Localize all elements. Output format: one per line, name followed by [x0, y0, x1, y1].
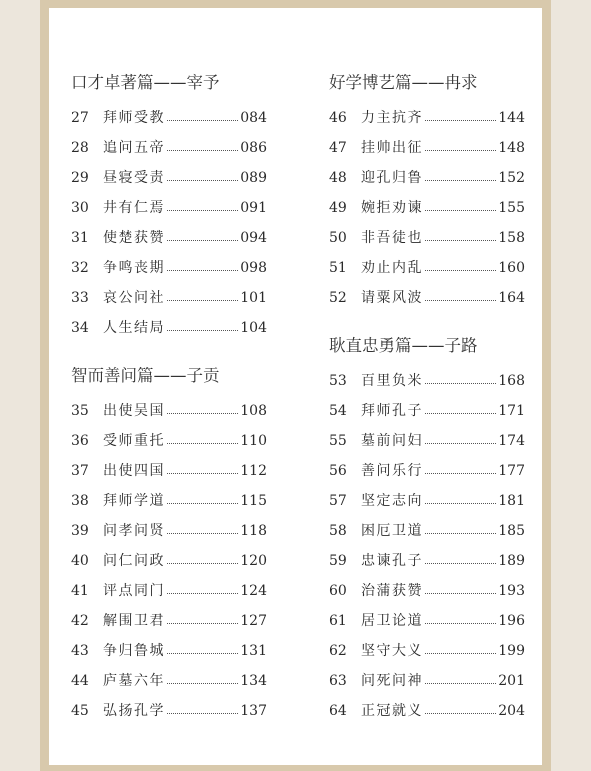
entry-number: 39	[71, 523, 89, 539]
entry-page-number: 201	[498, 673, 525, 689]
dot-leader	[167, 563, 238, 564]
dot-leader	[425, 713, 496, 714]
entry-number: 52	[329, 290, 347, 306]
dot-leader	[167, 180, 238, 181]
entry-page-number: 199	[498, 643, 525, 659]
entry-number: 53	[329, 373, 347, 389]
entry-title: 哀公问社	[103, 290, 165, 306]
toc-entry[interactable]	[329, 168, 525, 188]
toc-entry[interactable]	[71, 701, 267, 721]
entry-page-number: 120	[240, 553, 267, 569]
entry-title: 追问五帝	[103, 140, 165, 156]
entry-page-number: 134	[240, 673, 267, 689]
entry-title: 井有仁焉	[103, 200, 165, 216]
entry-number: 58	[329, 523, 347, 539]
entry-number: 47	[329, 140, 347, 156]
toc-entry[interactable]	[329, 431, 525, 451]
entry-title: 坚守大义	[361, 643, 423, 659]
dot-leader	[425, 180, 496, 181]
dot-leader	[167, 713, 238, 714]
toc-entry[interactable]	[71, 138, 267, 158]
toc-entry[interactable]	[71, 401, 267, 421]
dot-leader	[167, 150, 238, 151]
toc-entry[interactable]	[329, 521, 525, 541]
entry-title: 请粟风波	[361, 290, 423, 306]
dot-leader	[167, 623, 238, 624]
entry-title: 居卫论道	[361, 613, 423, 629]
dot-leader	[167, 593, 238, 594]
entry-number: 62	[329, 643, 347, 659]
entry-page-number: 091	[240, 200, 267, 216]
entry-number: 60	[329, 583, 347, 599]
dot-leader	[425, 443, 496, 444]
entry-number: 51	[329, 260, 347, 276]
entry-page-number: 160	[498, 260, 525, 276]
entry-number: 28	[71, 140, 89, 156]
toc-entry[interactable]	[329, 108, 525, 128]
entry-title: 问孝问贤	[103, 523, 165, 539]
entry-title: 非吾徒也	[361, 230, 423, 246]
dot-leader	[425, 270, 496, 271]
entry-number: 40	[71, 553, 89, 569]
entry-title: 挂帅出征	[361, 140, 423, 156]
entry-page-number: 115	[240, 493, 267, 509]
toc-entry[interactable]	[71, 491, 267, 511]
dot-leader	[425, 413, 496, 414]
entry-title: 治蒲获赞	[361, 583, 423, 599]
entry-number: 34	[71, 320, 89, 336]
entry-page-number: 124	[240, 583, 267, 599]
toc-entry[interactable]	[329, 401, 525, 421]
dot-leader	[425, 653, 496, 654]
entry-title: 弘扬孔学	[103, 703, 165, 719]
entry-title: 解围卫君	[103, 613, 165, 629]
entry-number: 48	[329, 170, 347, 186]
entry-title: 正冠就义	[361, 703, 423, 719]
entry-title: 婉拒劝谏	[361, 200, 423, 216]
entry-number: 42	[71, 613, 89, 629]
dot-leader	[425, 623, 496, 624]
toc-entry[interactable]	[329, 198, 525, 218]
entry-title: 拜师受教	[103, 110, 165, 126]
toc-entry[interactable]	[329, 701, 525, 721]
entry-title: 坚定志向	[361, 493, 423, 509]
entry-page-number: 089	[240, 170, 267, 186]
toc-entry[interactable]	[71, 461, 267, 481]
entry-title: 受师重托	[103, 433, 165, 449]
dot-leader	[167, 210, 238, 211]
dot-leader	[167, 120, 238, 121]
dot-leader	[425, 593, 496, 594]
entry-title: 劝止内乱	[361, 260, 423, 276]
toc-entry[interactable]	[71, 611, 267, 631]
toc-entry[interactable]	[71, 641, 267, 661]
entry-title: 出使四国	[103, 463, 165, 479]
entry-page-number: 158	[498, 230, 525, 246]
entry-number: 33	[71, 290, 89, 306]
toc-entry[interactable]	[71, 671, 267, 691]
entry-title: 善问乐行	[361, 463, 423, 479]
entry-title: 昼寝受责	[103, 170, 165, 186]
entry-page-number: 181	[498, 493, 525, 509]
toc-entry[interactable]	[329, 258, 525, 278]
dot-leader	[167, 413, 238, 414]
entry-page-number: 144	[498, 110, 525, 126]
entry-page-number: 155	[498, 200, 525, 216]
entry-title: 墓前问妇	[361, 433, 423, 449]
entry-title: 评点同门	[103, 583, 165, 599]
entry-number: 41	[71, 583, 89, 599]
toc-entry[interactable]	[71, 318, 267, 338]
entry-title: 拜师孔子	[361, 403, 423, 419]
entry-page-number: 189	[498, 553, 525, 569]
entry-number: 30	[71, 200, 89, 216]
entry-page-number: 112	[240, 463, 267, 479]
entry-page-number: 086	[240, 140, 267, 156]
entry-page-number: 148	[498, 140, 525, 156]
entry-page-number: 094	[240, 230, 267, 246]
dot-leader	[425, 533, 496, 534]
toc-entry[interactable]	[71, 228, 267, 248]
toc-entry[interactable]	[71, 168, 267, 188]
toc-entry[interactable]	[329, 491, 525, 511]
dot-leader	[167, 270, 238, 271]
section-title-zaiyu: 口才卓著篇——宰予	[71, 73, 220, 92]
entry-title: 忠谏孔子	[361, 553, 423, 569]
section-title-zigong: 智而善问篇——子贡	[71, 366, 220, 385]
dot-leader	[425, 210, 496, 211]
dot-leader	[167, 300, 238, 301]
entry-number: 44	[71, 673, 89, 689]
entry-page-number: 152	[498, 170, 525, 186]
entry-number: 35	[71, 403, 89, 419]
toc-entry[interactable]	[329, 371, 525, 391]
entry-number: 27	[71, 110, 89, 126]
entry-title: 庐墓六年	[103, 673, 165, 689]
toc-entry[interactable]	[71, 431, 267, 451]
entry-number: 36	[71, 433, 89, 449]
toc-entry[interactable]	[71, 288, 267, 308]
entry-page-number: 177	[498, 463, 525, 479]
entry-number: 50	[329, 230, 347, 246]
entry-title: 出使吴国	[103, 403, 165, 419]
entry-page-number: 204	[498, 703, 525, 719]
entry-title: 困厄卫道	[361, 523, 423, 539]
entry-title: 百里负米	[361, 373, 423, 389]
dot-leader	[167, 503, 238, 504]
entry-page-number: 131	[240, 643, 267, 659]
toc-entry[interactable]	[329, 228, 525, 248]
entry-page-number: 196	[498, 613, 525, 629]
toc-entry[interactable]	[329, 611, 525, 631]
entry-number: 38	[71, 493, 89, 509]
entry-number: 64	[329, 703, 347, 719]
entry-page-number: 174	[498, 433, 525, 449]
entry-number: 43	[71, 643, 89, 659]
entry-number: 57	[329, 493, 347, 509]
entry-page-number: 164	[498, 290, 525, 306]
dot-leader	[425, 240, 496, 241]
entry-page-number: 168	[498, 373, 525, 389]
section-title-ranqiu: 好学博艺篇——冉求	[329, 73, 478, 92]
toc-entry[interactable]	[71, 581, 267, 601]
entry-title: 迎孔归鲁	[361, 170, 423, 186]
entry-page-number: 127	[240, 613, 267, 629]
entry-number: 29	[71, 170, 89, 186]
entry-page-number: 108	[240, 403, 267, 419]
entry-number: 37	[71, 463, 89, 479]
entry-number: 56	[329, 463, 347, 479]
dot-leader	[425, 503, 496, 504]
toc-entry[interactable]	[71, 521, 267, 541]
entry-page-number: 101	[240, 290, 267, 306]
dot-leader	[425, 300, 496, 301]
entry-page-number: 104	[240, 320, 267, 336]
entry-title: 争归鲁城	[103, 643, 165, 659]
dot-leader	[167, 240, 238, 241]
entry-number: 61	[329, 613, 347, 629]
entry-number: 54	[329, 403, 347, 419]
dot-leader	[425, 563, 496, 564]
dot-leader	[425, 473, 496, 474]
entry-page-number: 193	[498, 583, 525, 599]
toc-entry[interactable]	[329, 288, 525, 308]
section-title-zilu: 耿直忠勇篇——子路	[329, 336, 478, 355]
dot-leader	[425, 383, 496, 384]
entry-number: 31	[71, 230, 89, 246]
dot-leader	[425, 150, 496, 151]
entry-title: 力主抗齐	[361, 110, 423, 126]
entry-number: 49	[329, 200, 347, 216]
entry-title: 问仁问政	[103, 553, 165, 569]
toc-entry[interactable]	[71, 258, 267, 278]
toc-entry[interactable]	[329, 581, 525, 601]
entry-page-number: 185	[498, 523, 525, 539]
entry-number: 32	[71, 260, 89, 276]
toc-entry[interactable]	[329, 461, 525, 481]
entry-page-number: 098	[240, 260, 267, 276]
toc-entry[interactable]	[329, 671, 525, 691]
dot-leader	[167, 683, 238, 684]
toc-entry[interactable]	[71, 551, 267, 571]
toc-entry[interactable]	[329, 641, 525, 661]
entry-page-number: 137	[240, 703, 267, 719]
entry-number: 59	[329, 553, 347, 569]
entry-number: 63	[329, 673, 347, 689]
dot-leader	[167, 533, 238, 534]
dot-leader	[167, 653, 238, 654]
entry-number: 46	[329, 110, 347, 126]
entry-title: 问死问神	[361, 673, 423, 689]
dot-leader	[425, 683, 496, 684]
entry-title: 使楚获赞	[103, 230, 165, 246]
dot-leader	[167, 473, 238, 474]
entry-page-number: 171	[498, 403, 525, 419]
entry-number: 45	[71, 703, 89, 719]
dot-leader	[167, 443, 238, 444]
toc-entry[interactable]	[71, 108, 267, 128]
entry-page-number: 118	[240, 523, 267, 539]
entry-number: 55	[329, 433, 347, 449]
toc-entry[interactable]	[329, 551, 525, 571]
entry-title: 拜师学道	[103, 493, 165, 509]
entry-title: 人生结局	[103, 320, 165, 336]
dot-leader	[425, 120, 496, 121]
entry-title: 争鸣丧期	[103, 260, 165, 276]
toc-entry[interactable]	[329, 138, 525, 158]
toc-entry[interactable]	[71, 198, 267, 218]
entry-page-number: 084	[240, 110, 267, 126]
dot-leader	[167, 330, 238, 331]
entry-page-number: 110	[240, 433, 267, 449]
toc-page	[49, 8, 542, 765]
